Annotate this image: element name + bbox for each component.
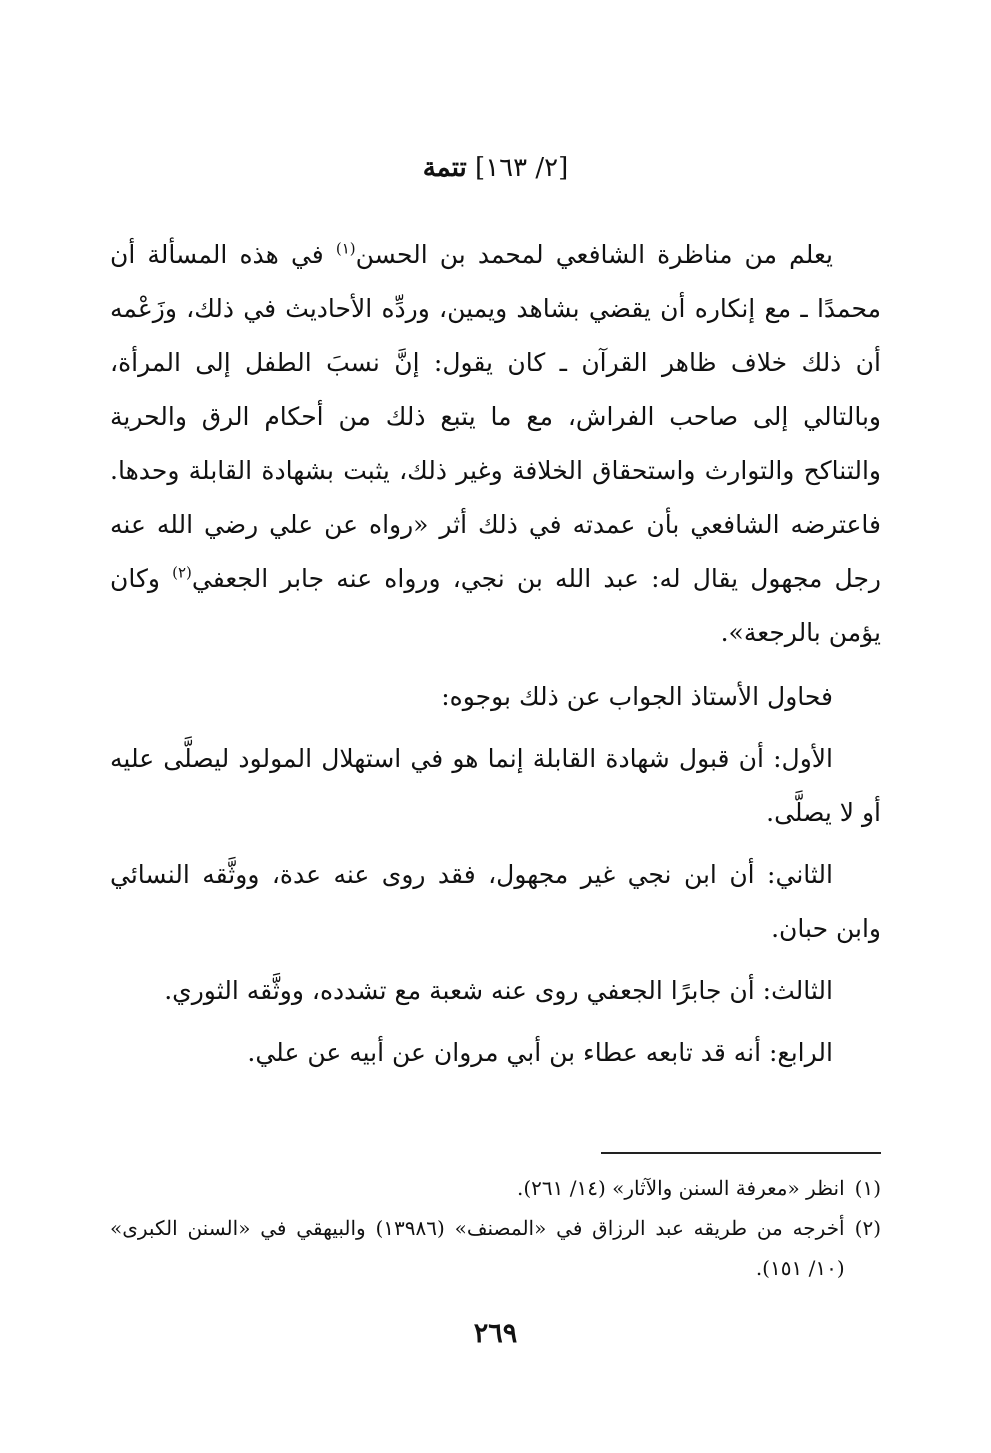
footnote-divider [601, 1152, 881, 1154]
paragraph-4: الثاني: أن ابن نجي غير مجهول، فقد روى عنه عدة، ووثَّقه النسائي وابن حبان. [110, 860, 881, 943]
footnote-marker-2: (٢) [172, 563, 192, 582]
heading-title: تتمة [422, 153, 467, 183]
paragraph-1-part-a: يعلم من مناظرة الشافعي لمحمد بن الحسن [355, 240, 833, 269]
page-number: ٢٦٩ [473, 1318, 518, 1349]
paragraph-1-part-c: وكان يؤمن بالرجعة». [110, 564, 881, 647]
footnote-2-text: أخرجه من طريقه عبد الرزاق في «المصنف» (١٣٩٨٦) والبيهقي في «السنن الكبرى» (١٠/ ١٥١). [110, 1216, 845, 1280]
paragraph-3: الأول: أن قبول شهادة القابلة إنما هو في استهلال المولود ليصلَّى عليه أو لا يصلَّى. [110, 744, 881, 827]
paragraph-1 [110, 228, 881, 660]
main-text [110, 228, 881, 1088]
paragraph-1-part-b: في هذه المسألة أن محمدًا ـ مع إنكاره أن يقضي بشاهد ويمين، وردِّه الأحاديث في ذلك، وزَعْمه أن ذلك خلاف ظاهر القرآن ـ كان يقول: إنَّ نسبَ الطفل إلى المرأة، وبالتالي إلى صاحب الفراش، مع ما يتبع ذلك من أحكام الرق والحرية والتناكح والتوارث واستحقاق الخلافة وغير ذلك، يثبت بشهادة القابلة وحدها. فاعترضه الشافعي بأن عمدته في ذلك أثر «رواه عن علي رضي الله عنه رجل مجهول يقال له: عبد الله بن نجي، ورواه عنه جابر الجعفي [110, 240, 881, 593]
footnote-1 [110, 1168, 881, 1208]
paragraph-2: فحاول الأستاذ الجواب عن ذلك بوجوه: [441, 682, 833, 711]
footnote-marker-1: (١) [335, 239, 356, 258]
footnote-2-number: (٢) [854, 1216, 881, 1240]
paragraph-5: الثالث: أن جابرًا الجعفي روى عنه شعبة مع تشدده، ووثَّقه الثوري. [164, 976, 833, 1005]
heading-reference: [٢/ ١٦٣] [475, 153, 569, 183]
paragraph-6: الرابع: أنه قد تابعه عطاء بن أبي مروان عن أبيه عن علي. [247, 1038, 833, 1067]
footnotes [110, 1168, 881, 1288]
footnote-2 [110, 1208, 881, 1288]
footnote-1-number: (١) [854, 1176, 881, 1200]
section-heading [110, 148, 881, 188]
footnote-1-text: انظر «معرفة السنن والآثار» (١٤/ ٢٦١). [516, 1176, 845, 1200]
